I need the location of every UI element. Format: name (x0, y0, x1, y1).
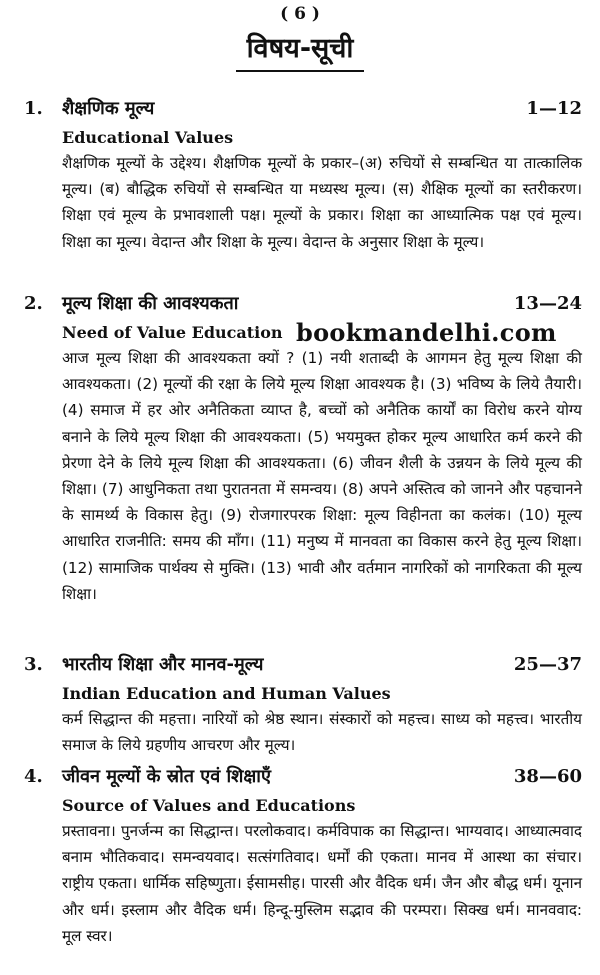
section-heading (0, 652, 600, 682)
section-page-range: 1—12 (526, 98, 582, 119)
page-title: विषय-सूची (246, 33, 354, 64)
section-number: 4. (24, 766, 43, 787)
section-heading (0, 291, 600, 321)
section-title-hindi: मूल्य शिक्षा की आवश्यकता (62, 293, 239, 314)
section-description: प्रस्तावना। पुनर्जन्म का सिद्धान्त। परलोकवाद। कर्मविपाक का सिद्धान्त। भाग्यवाद। आध्यात्मवाद बनाम भौतिकवाद। समन्वयवाद। सत्संगतिवाद। धर्मों की एकता। मानव में आस्था का संचार। राष्ट्रीय एकता। धार्मिक सहिष्णुता। ईसामसीह। पारसी और वैदिक धर्म। जैन और बौद्ध धर्म। यूनान और धर्म। इस्लाम और वैदिक धर्म। हिन्दू-मुस्लिम सद्भाव की परम्परा। सिक्ख धर्म। मानववाद: मूल स्वर। (62, 822, 582, 945)
section-number: 1. (24, 98, 43, 119)
section-page-range: 25—37 (513, 654, 582, 675)
title-underline (236, 70, 364, 72)
toc-section-1 (0, 96, 600, 255)
section-number: 3. (24, 654, 43, 675)
section-title-english: Educational Values (62, 128, 234, 147)
section-title-english: Source of Values and Educations (62, 796, 356, 815)
section-heading (0, 764, 600, 794)
section-page-range: 13—24 (513, 293, 582, 314)
toc-section-3 (0, 652, 600, 758)
section-title-english: Need of Value Education (62, 323, 283, 342)
section-title-hindi: भारतीय शिक्षा और मानव-मूल्य (62, 654, 264, 675)
section-description: शैक्षणिक मूल्यों के उद्देश्य। शैक्षणिक मूल्यों के प्रकार–(अ) रुचियों से सम्बन्धित या तात्कालिक मूल्य। (ब) बौद्धिक रुचियों से सम्बन्धित या मध्यस्थ मूल्य। (स) शैक्षिक मूल्यों का स्तरीकरण। शिक्षा एवं मूल्य के प्रभावशाली पक्ष। मूल्यों के प्रकार। शिक्षा का आध्यात्मिक पक्ष एवं मूल्य। शिक्षा का मूल्य। वेदान्त और शिक्षा के मूल्य। वेदान्त के अनुसार शिक्षा के मूल्य। (62, 154, 582, 251)
section-title-hindi: शैक्षणिक मूल्य (62, 98, 155, 119)
watermark-text: bookmandelhi.com (296, 318, 557, 347)
section-page-range: 38—60 (513, 766, 582, 787)
section-number: 2. (24, 293, 43, 314)
section-description: कर्म सिद्धान्त की महत्ता। नारियों को श्रेष्ठ स्थान। संस्कारों को महत्त्व। साध्य को महत्त्व। भारतीय समाज के लिये ग्रहणीय आचरण और मूल्य। (62, 710, 582, 755)
page-number: ( 6 ) (280, 4, 320, 24)
section-title-english: Indian Education and Human Values (62, 684, 391, 703)
toc-section-4 (0, 764, 600, 949)
section-description: आज मूल्य शिक्षा की आवश्यकता क्यों ? (1) नयी शताब्दी के आगमन हेतु मूल्य शिक्षा की आवश्यकता। (2) मूल्यों की रक्षा के लिये मूल्य शिक्षा आवश्यक है। (3) भविष्य के लिये तैयारी। (4) समाज में हर ओर अनैतिकता व्याप्त है, बच्चों को अनैतिक कार्यों का विरोध करने योग्य बनाने के लिये मूल्य शिक्षा की आवश्यकता। (5) भयमुक्त होकर मूल्य आधारित कर्म करने की प्रेरणा देने के लिये मूल्य शिक्षा की आवश्यकता। (6) जीवन शैली के उन्नयन के लिये मूल्य की शिक्षा। (7) आधुनिकता तथा पुरातनता में समन्वय। (8) अपने अस्तित्व को जानने और पहचानने के सामर्थ्य के विकास हेतु। (9) रोजगारपरक शिक्षा: मूल्य विहीनता का कलंक। (10) मूल्य आधारित राजनीति: समय की माँग। (11) मनुष्य में मानवता का विकास करने हेतु मूल्य शिक्षा। (12) सामाजिक पार्थक्य से मुक्ति। (13) भावी और वर्तमान नागरिकों को नागरिकता की मूल्य शिक्षा। (62, 349, 582, 603)
section-title-hindi: जीवन मूल्यों के स्रोत एवं शिक्षाएँ (62, 766, 271, 787)
section-heading (0, 96, 600, 126)
